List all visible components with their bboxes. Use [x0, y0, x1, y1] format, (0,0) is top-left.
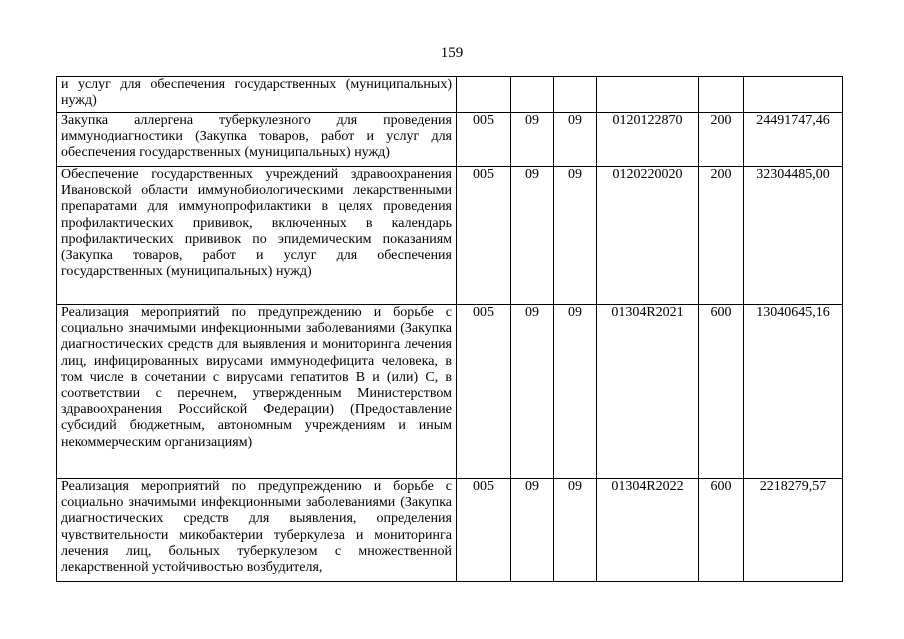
row-grbs-code: 005	[457, 113, 511, 167]
row-target-article: 01304R2022	[597, 479, 699, 582]
row-subsection-code: 09	[554, 305, 597, 479]
row-grbs-code: 005	[457, 305, 511, 479]
row-target-article	[597, 77, 699, 113]
row-expense-type: 200	[699, 113, 744, 167]
row-subsection-code: 09	[554, 113, 597, 167]
row-description: Реализация мероприятий по предупреждению и борьбе с социально значимыми инфекционными заболеваниями (Закупка диагностических средств для выявления, определения чувствительности микобактерии туберкулеза и мониторинга лечения лиц, больных туберкулезом с множественной лекарственной устойчивостью возбудителя,	[57, 479, 457, 582]
row-amount	[744, 77, 843, 113]
row-target-article: 0120220020	[597, 167, 699, 305]
table-row	[57, 479, 843, 582]
row-target-article: 0120122870	[597, 113, 699, 167]
row-section-code: 09	[511, 113, 554, 167]
row-subsection-code: 09	[554, 167, 597, 305]
page-number: 159	[440, 45, 464, 61]
row-amount: 24491747,46	[744, 113, 843, 167]
row-section-code	[511, 77, 554, 113]
row-section-code: 09	[511, 305, 554, 479]
row-section-code: 09	[511, 479, 554, 582]
row-description: Реализация мероприятий по предупреждению и борьбе с социально значимыми инфекционными заболеваниями (Закупка диагностических средств для выявления и мониторинга лечения лиц, инфицированных вирусами иммунодефицита человека, в том числе в сочетании с вирусами гепатитов B и (или) C, в соответствии с перечнем, утвержденным Министерством здравоохранения Российской Федерации) (Предоставление субсидий бюджетным, автономным учреждениям и иным некоммерческим организациям)	[57, 305, 457, 479]
budget-table	[56, 76, 843, 582]
row-expense-type: 600	[699, 479, 744, 582]
row-description: и услуг для обеспечения государственных (муниципальных) нужд)	[57, 77, 457, 113]
table-row	[57, 77, 843, 113]
row-amount: 32304485,00	[744, 167, 843, 305]
row-expense-type: 200	[699, 167, 744, 305]
row-amount: 13040645,16	[744, 305, 843, 479]
row-grbs-code	[457, 77, 511, 113]
table-row	[57, 113, 843, 167]
row-grbs-code: 005	[457, 167, 511, 305]
row-target-article: 01304R2021	[597, 305, 699, 479]
row-expense-type	[699, 77, 744, 113]
row-description: Закупка аллергена туберкулезного для проведения иммунодиагностики (Закупка товаров, работ и услуг для обеспечения государственных (муниципальных) нужд)	[57, 113, 457, 167]
table-row	[57, 305, 843, 479]
row-expense-type: 600	[699, 305, 744, 479]
row-section-code: 09	[511, 167, 554, 305]
row-amount: 2218279,57	[744, 479, 843, 582]
row-description: Обеспечение государственных учреждений здравоохранения Ивановской области иммунобиологическими лекарственными препаратами для иммунопрофилактики в целях проведения профилактических прививок, включенных в календарь профилактических прививок по эпидемическим показаниям (Закупка товаров, работ и услуг для обеспечения государственных (муниципальных) нужд)	[57, 167, 457, 305]
row-subsection-code: 09	[554, 479, 597, 582]
row-grbs-code: 005	[457, 479, 511, 582]
row-subsection-code	[554, 77, 597, 113]
table-row	[57, 167, 843, 305]
